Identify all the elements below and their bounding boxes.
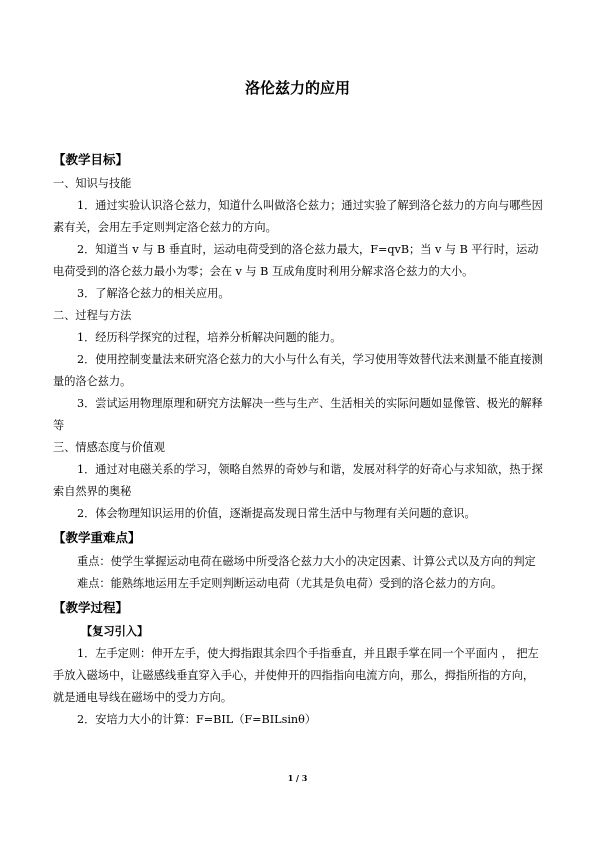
- document-body: [53, 147, 543, 731]
- knowledge-item-2: 2．知道当 v 与 B 垂直时，运动电荷受到的洛仑兹力最大，F=qvB；当 v 与 B 平行时，运动电荷受到的洛仑兹力最小为零；会在 v 与 B 互成角度时利用分解求洛仑兹力的大小。: [53, 243, 539, 278]
- review-item-2: 2．安培力大小的计算：F=BIL（F=BILsinθ）: [77, 713, 317, 726]
- review-intro-heading: 【复习引入】: [81, 625, 149, 638]
- knowledge-item-1: 1．通过实验认识洛仑兹力，知道什么叫做洛仑兹力；通过实验了解到洛仑兹力的方向与哪些因素有关，会用左手定则判定洛仑兹力的方向。: [53, 199, 543, 234]
- process-item-3: 3．尝试运用物理原理和研究方法解决一些与生产、生活相关的实际问题如显像管、极光的解释等: [53, 397, 543, 432]
- review-item-1: 1．左手定则：伸开左手，使大拇指跟其余四个手指垂直，并且跟手掌在同一个平面内 ， 把左手放入磁场中，让磁感线垂直穿入手心，并使伸开的四指指向电流方向，那么，拇指所指的方向，就是通电导线在磁场中的受力方向。: [53, 647, 539, 704]
- attitude-item-1: 1．通过对电磁关系的学习，领略自然界的奇妙与和谐，发展对科学的好奇心与求知欲，热于探索自然界的奥秘: [53, 463, 543, 498]
- process-item-1: 1．经历科学探究的过程，培养分析解决问题的能力。: [77, 331, 342, 344]
- attitude-item-2: 2．体会物理知识运用的价值，逐渐提高发现日常生活中与物理有关问题的意识。: [77, 507, 476, 520]
- page-number: 1 / 3: [287, 773, 308, 783]
- section-knowledge-skills-heading: 一、知识与技能: [53, 177, 132, 190]
- key-points-heading: 【教学重难点】: [53, 530, 141, 545]
- teaching-objectives-heading: 【教学目标】: [53, 152, 129, 167]
- process-item-2: 2．使用控制变量法来研究洛仑兹力的大小与什么有关，学习使用等效替代法来测量不能直接测量的洛仑兹力。: [53, 353, 543, 388]
- document-title: 洛伦兹力的应用: [244, 79, 350, 97]
- difficulty-text: 难点：能熟练地运用左手定则判断运动电荷（尤其是负电荷）受到的洛仑兹力的方向。: [77, 577, 503, 590]
- section-process-methods-heading: 二、过程与方法: [53, 309, 132, 322]
- section-attitudes-values-heading: 三、情感态度与价值观: [53, 441, 165, 454]
- key-point-text: 重点：使学生掌握运动电荷在磁场中所受洛仑兹力大小的决定因素、计算公式以及方向的判定: [77, 555, 536, 568]
- knowledge-item-3: 3．了解洛仑兹力的相关应用。: [77, 287, 230, 300]
- teaching-process-heading: 【教学过程】: [53, 600, 129, 615]
